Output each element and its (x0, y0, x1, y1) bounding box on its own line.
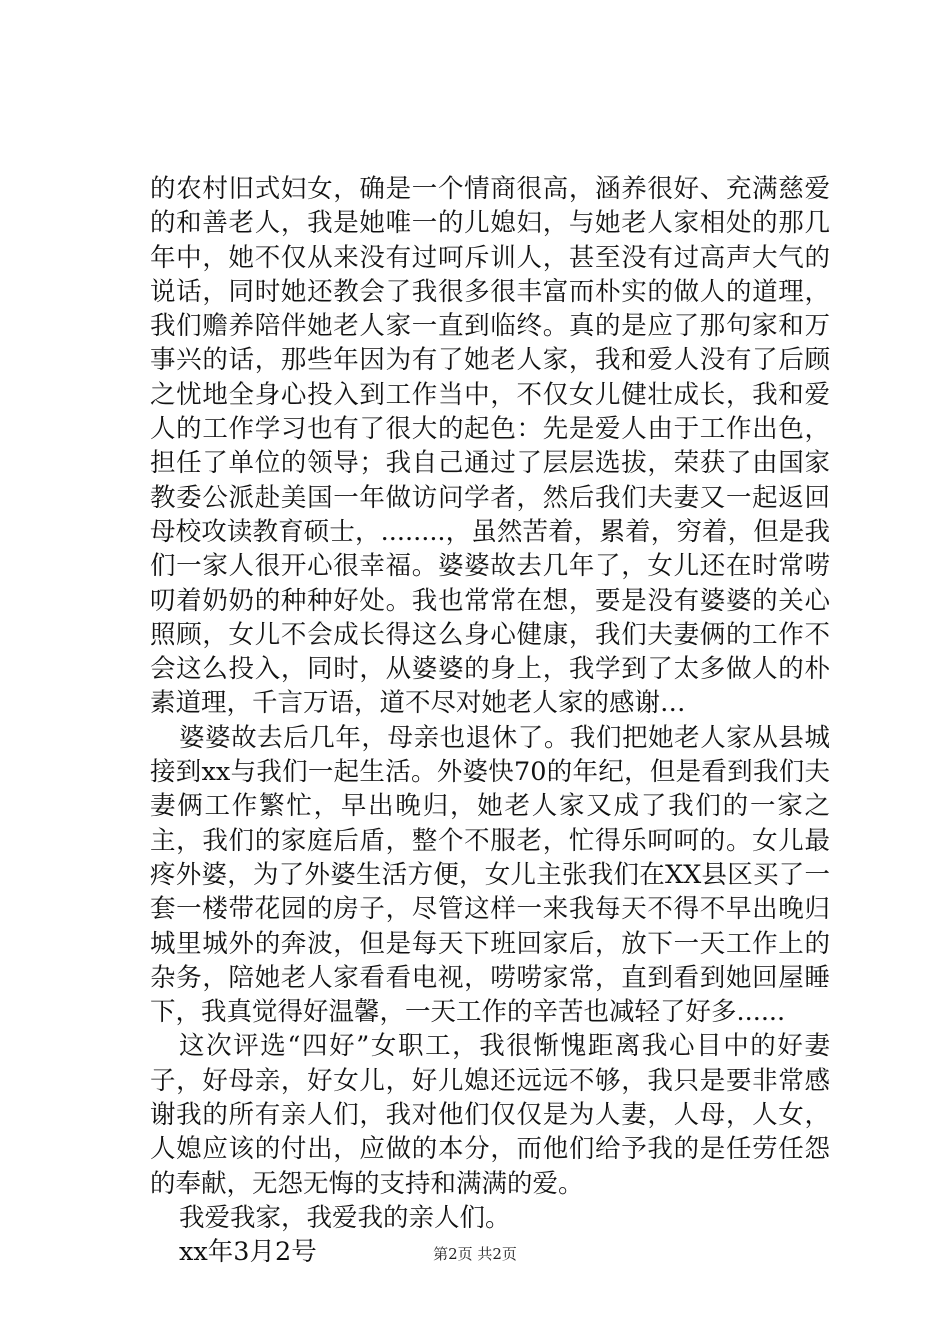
date-line: xx年3月2号 (179, 1237, 317, 1268)
paragraph-2: 婆婆故去后几年，母亲也退休了。我们把她老人家从县城接到xx与我们一起生活。外婆快70的年纪，但是看到我们夫妻俩工作繁忙，早出晚归，她老人家又成了我们的一家之主，我们的家庭后盾，整个不服老，忙得乐呵呵的。女儿最疼外婆，为了外婆生活方便，女儿主张我们在XX县区买了一套一楼带花园的房子，尽管这样一来我每天不得不早出晚归城里城外的奔波，但是每天下班回家后，放下一天工作上的杂务，陪她老人家看看电视，唠唠家常，直到看到她回屋睡下，我真觉得好温馨，一天工作的辛苦也减轻了好多...... (150, 722, 830, 1028)
paragraph-3: 这次评选“四好”女职工，我很惭愧距离我心目中的好妻子，好母亲，好女儿，好儿媳还远远不够，我只是要非常感谢我的所有亲人们，我对他们仅仅是为人妻，人母，人女，人媳应该的付出，应做的本分，而他们给予我的是任劳任怨的奉献，无怨无悔的支持和满满的爱。 (150, 1031, 830, 1199)
paragraph-1: 的农村旧式妇女，确是一个情商很高，涵养很好、充满慈爱的和善老人，我是她唯一的儿媳妇，与她老人家相处的那几年中，她不仅从来没有过呵斥训人，甚至没有过高声大气的说话，同时她还教会了我很多很丰富而朴实的做人的道理，我们赡养陪伴她老人家一直到临终。真的是应了那句家和万事兴的话，那些年因为有了她老人家，我和爱人没有了后顾之忧地全身心投入到工作当中，不仅女儿健壮成长，我和爱人的工作学习也有了很大的起色：先是爱人由于工作出色，担任了单位的领导；我自己通过了层层选拔，荣获了由国家教委公派赴美国一年做访问学者，然后我们夫妻又一起返回母校攻读教育硕士，........，虽然苦着，累着，穷着，但是我们一家人很开心很幸福。婆婆故去几年了，女儿还在时常唠叨着奶奶的种种好处。我也常常在想，要是没有婆婆的关心照顾，女儿不会成长得这么身心健康，我们夫妻俩的工作不会这么投入，同时，从婆婆的身上，我学到了太多做人的朴素道理，千言万语，道不尽对她老人家的感谢… (150, 174, 830, 719)
closing-line: 我爱我家，我爱我的亲人们。 (179, 1202, 511, 1233)
page-footer: 第2页 共2页 (433, 1245, 517, 1263)
document-body (150, 172, 830, 1270)
